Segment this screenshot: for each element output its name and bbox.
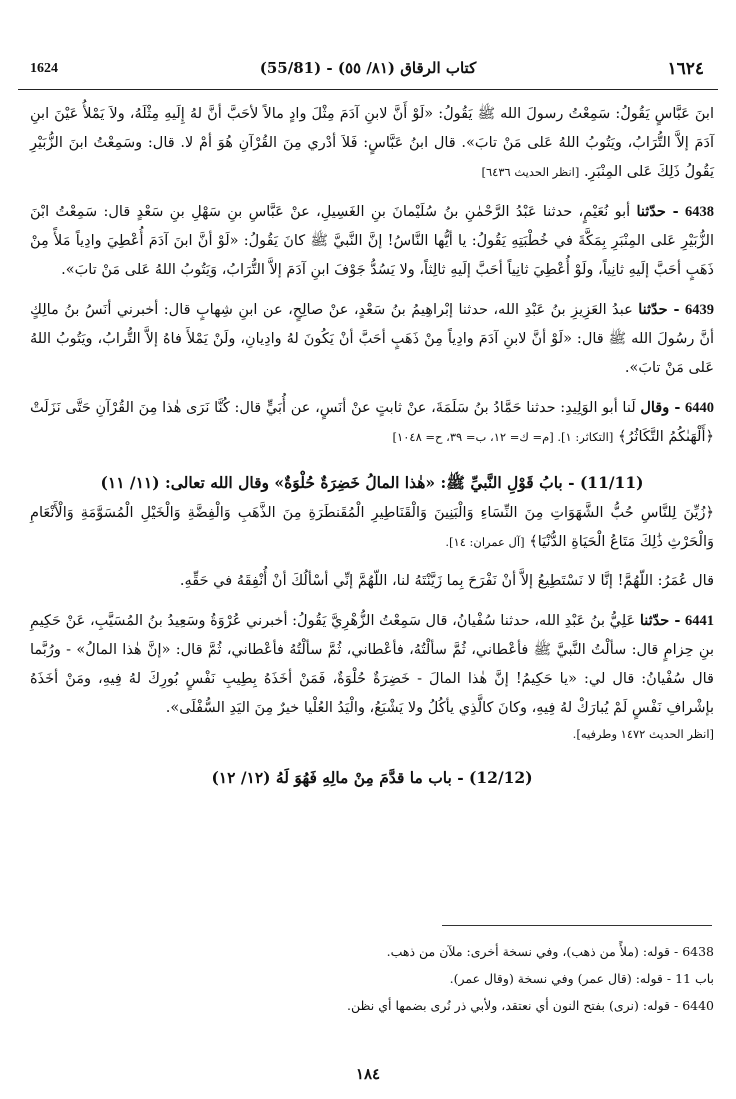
hadith-keyword: حدّثنا <box>638 301 668 318</box>
paragraph-text: ابنَ عَبَّاسٍ يَقُولُ: سَمِعْتُ رسولَ الله ﷺ يَقُولُ: «لَوْ أَنَّ لابنِ آدَمَ مِثْلَ وادٍ مالاً لأحَبَّ أنَّ لهُ إِلَيهِ مِثْلَهُ، ولاَ يَمْلأُ عَيْنَ ابنِ آدَمَ إلاَّ التُّرَابُ، ويَتُوبُ اللهُ عَلى مَنْ تابَ». قال ابنُ عَبَّاسٍ: فَلاَ أدْري مِنَ القُرْآنِ هُوَ أمْ لا. قال: وسَمِعْتُ ابنَ الزُّبَيْرِ يَقُولُ ذَلِكَ عَلى المِنْبَرِ. <box>30 106 714 180</box>
footnote-item: 6438 - قوله: (ملأً من ذهب)، وفي نسخة أخرى: ملآن من ذهب. <box>386 944 714 959</box>
paragraph-continuation <box>30 100 714 187</box>
cross-reference: [التكاثر: ١]. [م= ك= ١٢، ب= ٣٩، ح= ١٠٤٨] <box>392 430 614 444</box>
page-number-latin: 1624 <box>30 61 58 76</box>
chapter-heading-11: (11/11) - بابُ قَوْلِ النَّبيِّ ﷺ: «هٰذا المالُ خَضِرَةٌ حُلْوَةٌ» وقال الله تعالى: (١١/ ١١) <box>100 473 644 492</box>
quran-verse <box>30 499 714 557</box>
cross-reference: [انظر الحديث ٦٤٣٦] <box>481 165 580 179</box>
hadith-6438: 6438 - حدّثنا أبو نُعَيْمٍ، حدثنا عَبْدُ الرَّحْمٰنِ بنُ سُلَيْمانَ بنِ الغَسِيلِ، عنْ عَبَّاسِ بنِ سَهْلِ بنِ سَعْدٍ قال: سَمِعْتُ ابْنَ الزُّبَيْرِ عَلى المِنْبَرِ بِمَكَّةَ في خُطْبَتِهِ يَقُولُ: يا أيُّها النَّاسُ! إنَّ النَّبيَّ ﷺ كانَ يَقُولُ: «لَوْ أنَّ ابنَ آدَمَ أُعْطِيَ وادِياً مَلأً مِنْ ذَهَبٍ أحَبَّ إلَيهِ ثانِياً، ولَوْ أُعْطِيَ ثانِياً أحَبَّ إلَيهِ ثالِثاً، ولا يَسُدُّ جَوْفَ ابنِ آدَمَ إلاَّ التُّرَابُ، وَيَتُوبُ اللهُ عَلى مَنْ تابَ». <box>30 203 714 278</box>
hadith-keyword: حدّثنا <box>639 612 670 629</box>
footnotes <box>30 938 714 1019</box>
chapter-running-title: (55/81) - كتاب الرقاق (٨١/ ٥٥) <box>259 59 477 77</box>
hadith-text: أبو نُعَيْمٍ، حدثنا عَبْدُ الرَّحْمٰنِ بنُ سُلَيْمانَ بنِ الغَسِيلِ، عنْ عَبَّاسِ بنِ سَهْلِ بنِ سَعْدٍ قال: سَمِعْتُ ابْنَ الزُّبَيْرِ عَلى المِنْبَرِ بِمَكَّةَ في خُطْبَتِهِ يَقُولُ: يا أيُّها النَّاسُ! إنَّ النَّبيَّ ﷺ كانَ يَقُولُ: «لَوْ أنَّ ابنَ آدَمَ أُعْطِيَ وادِياً مَلأً مِنْ ذَهَبٍ أحَبَّ إلَيهِ ثانِياً، ولَوْ أُعْطِيَ ثانِياً أحَبَّ إلَيهِ ثالِثاً، ولا يَسُدُّ جَوْفَ ابنِ آدَمَ إلاَّ التُّرَابُ، وَيَتُوبُ اللهُ عَلى مَنْ تابَ». <box>30 204 714 278</box>
footnote-item: باب 11 - قوله: (قال عمر) وفي نسخة (وقال عمر). <box>449 971 714 986</box>
hadith-number: 6438 <box>685 204 714 220</box>
hadith-number: 6441 <box>685 613 714 629</box>
hadith-number: 6439 <box>685 302 715 318</box>
page-number-footer: ١٨٤ <box>355 1065 381 1083</box>
hadith-6439: 6439 - حدّثنا عبدُ العَزِيزِ بنُ عَبْدِ الله، حدثنا إبْراهِيمُ بنُ سَعْدٍ، عنْ صالِحٍ، عن ابنِ شِهابٍ قال: أخبرني أنَسُ بنُ مالِكٍ أنَّ رسُولَ الله ﷺ قال: «لَوْ أنَّ لابنِ آدَمَ وادِياً مِنْ ذَهَبٍ أحَبَّ أنْ يَكُونَ لهُ وادِيانِ، ولَنْ يَمْلأَ فاهُ إلاَّ التُّرابُ، ويَتُوبُ اللهُ عَلى مَنْ تابَ». <box>30 301 715 376</box>
footnote-divider <box>442 925 712 926</box>
hadith-6440: 6440 - وقال لَنا أبو الوَلِيدِ: حدثنا حَمَّادُ بنُ سَلَمَةَ، عنْ ثابتٍ عنْ أنَسٍ، عن أُبَيٍّ قال: كُنَّا نَرَى هٰذا مِنَ القُرْآنِ حَتَّى نَزَلَتْ ﴿أَلْهَىٰكُمُ التَّكَاثُرُ﴾ [التكاثر: ١]. [م= ك= ١٢، ب= ٣٩، ح= ١٠٤٨] <box>30 399 715 445</box>
hadith-text: عبدُ العَزِيزِ بنُ عَبْدِ الله، حدثنا إبْراهِيمُ بنُ سَعْدٍ، عنْ صالِحٍ، عن ابنِ شِهابٍ قال: أخبرني أنَسُ بنُ مالِكٍ أنَّ رسُولَ الله ﷺ قال: «لَوْ أنَّ لابنِ آدَمَ وادِياً مِنْ ذَهَبٍ أحَبَّ أنْ يَكُونَ لهُ وادِيانِ، ولَنْ يَمْلأَ فاهُ إلاَّ التُّرابُ، ويَتُوبُ اللهُ عَلى مَنْ تابَ». <box>30 302 714 376</box>
hadith-keyword: حدّثنا <box>636 203 666 220</box>
hadith-keyword: وقال <box>640 399 670 416</box>
umar-saying: قال عُمَرُ: اللّهُمَّ! إنَّا لا نَسْتَطِيعُ إلاَّ أنْ نَفْرَحَ بِما زَيَّنْتَهُ لنا، اللّهُمَّ إنِّي أسْألُكَ أنْ أُنْفِقَهُ في حَقِّهِ. <box>179 573 714 589</box>
page-number-arabic: ١٦٢٤ <box>667 59 704 79</box>
running-header <box>18 55 718 90</box>
footnote-item: 6440 - قوله: (نرى) بفتح النون أي نعتقد، ولأبي ذر نُرى بضمها أي نظن. <box>347 998 714 1013</box>
hadith-6441: 6441 - حدّثنا عَلِيُّ بنُ عَبْدِ الله، حدثنا سُفْيانُ، قال سَمِعْتُ الزُّهْرِيَّ يَقُولُ: أخبرني عُرْوَةُ وسَعِيدُ بنُ المُسَيَّبِ، عَنْ حَكِيمِ بنِ حِزامٍ قال: سألْتُ النَّبيَّ ﷺ فأعْطاني، ثُمَّ سألْتُهُ، فأعْطاني، ثُمَّ سألْتُهُ فأعْطاني، ثُمَّ قال: «إنَّ هٰذا المالُ» - ورُبَّما قال سُفْيانُ: قال لي: «يا حَكِيمُ! إنَّ هٰذا المالَ - خَضِرَةٌ حُلْوَةٌ، فَمَنْ أخَذَهُ بِطِيبِ نَفْسٍ بُورِكَ لهُ فِيهِ، ومَنْ أخَذَهُ بإشْرافِ نَفْسٍ لَمْ يُبارَكْ لهُ فِيهِ، وكانَ كالَّذِي يأكُلُ ولا يَشْبَعُ، والْيَدُ العُلْيا خيرٌ مِنَ اليَدِ السُّفْلَى». <box>30 612 714 716</box>
cross-reference: [انظر الحديث ١٤٧٢ وطرفيه]. <box>572 727 714 741</box>
verse-reference: [آل عمران: ١٤]. <box>445 535 525 549</box>
hadith-number: 6440 <box>685 400 715 416</box>
hadith-text: عَلِيُّ بنُ عَبْدِ الله، حدثنا سُفْيانُ، قال سَمِعْتُ الزُّهْرِيَّ يَقُولُ: أخبرني عُرْوَةُ وسَعِيدُ بنُ المُسَيَّبِ، عَنْ حَكِيمِ بنِ حِزامٍ قال: سألْتُ النَّبيَّ ﷺ فأعْطاني، ثُمَّ سألْتُهُ، فأعْطاني، ثُمَّ سألْتُهُ فأعْطاني، ثُمَّ قال: «إنَّ هٰذا المالُ» - ورُبَّما قال سُفْيانُ: قال لي: «يا حَكِيمُ! إنَّ هٰذا المالَ - خَضِرَةٌ حُلْوَةٌ، فَمَنْ أخَذَهُ بِطِيبِ نَفْسٍ بُورِكَ لهُ فِيهِ، ومَنْ أخَذَهُ بإشْرافِ نَفْسٍ لَمْ يُبارَكْ لهُ فِيهِ، وكانَ كالَّذِي يأكُلُ ولا يَشْبَعُ، والْيَدُ العُلْيا خيرٌ مِنَ اليَدِ السُّفْلَى». <box>30 613 714 716</box>
hadith-text: لَنا أبو الوَلِيدِ: حدثنا حَمَّادُ بنُ سَلَمَةَ، عنْ ثابتٍ عنْ أنَسٍ، عن أُبَيٍّ قال: كُنَّا نَرَى هٰذا مِنَ القُرْآنِ حَتَّى نَزَلَتْ ﴿أَلْهَىٰكُمُ التَّكَاثُرُ﴾ <box>30 400 714 445</box>
chapter-heading-12: (12/12) - باب ما قدَّمَ مِنْ مالِهِ فَهُوَ لَهُ (١٢/ ١٢) <box>211 768 533 787</box>
main-text <box>30 100 714 792</box>
verse-text: ﴿زُيِّنَ لِلنَّاسِ حُبُّ الشَّهَوَاتِ مِنَ النِّسَاءِ وَالْبَنِينَ وَالْقَنَاطِيرِ الْمُقَنطَرَةِ مِنَ الذَّهَبِ وَالْفِضَّةِ وَالْخَيْلِ الْمُسَوَّمَةِ وَالْأَنْعَامِ وَالْحَرْثِ ذَٰلِكَ مَتَاعُ الْحَيَاةِ الدُّنْيَا﴾ <box>30 505 714 550</box>
